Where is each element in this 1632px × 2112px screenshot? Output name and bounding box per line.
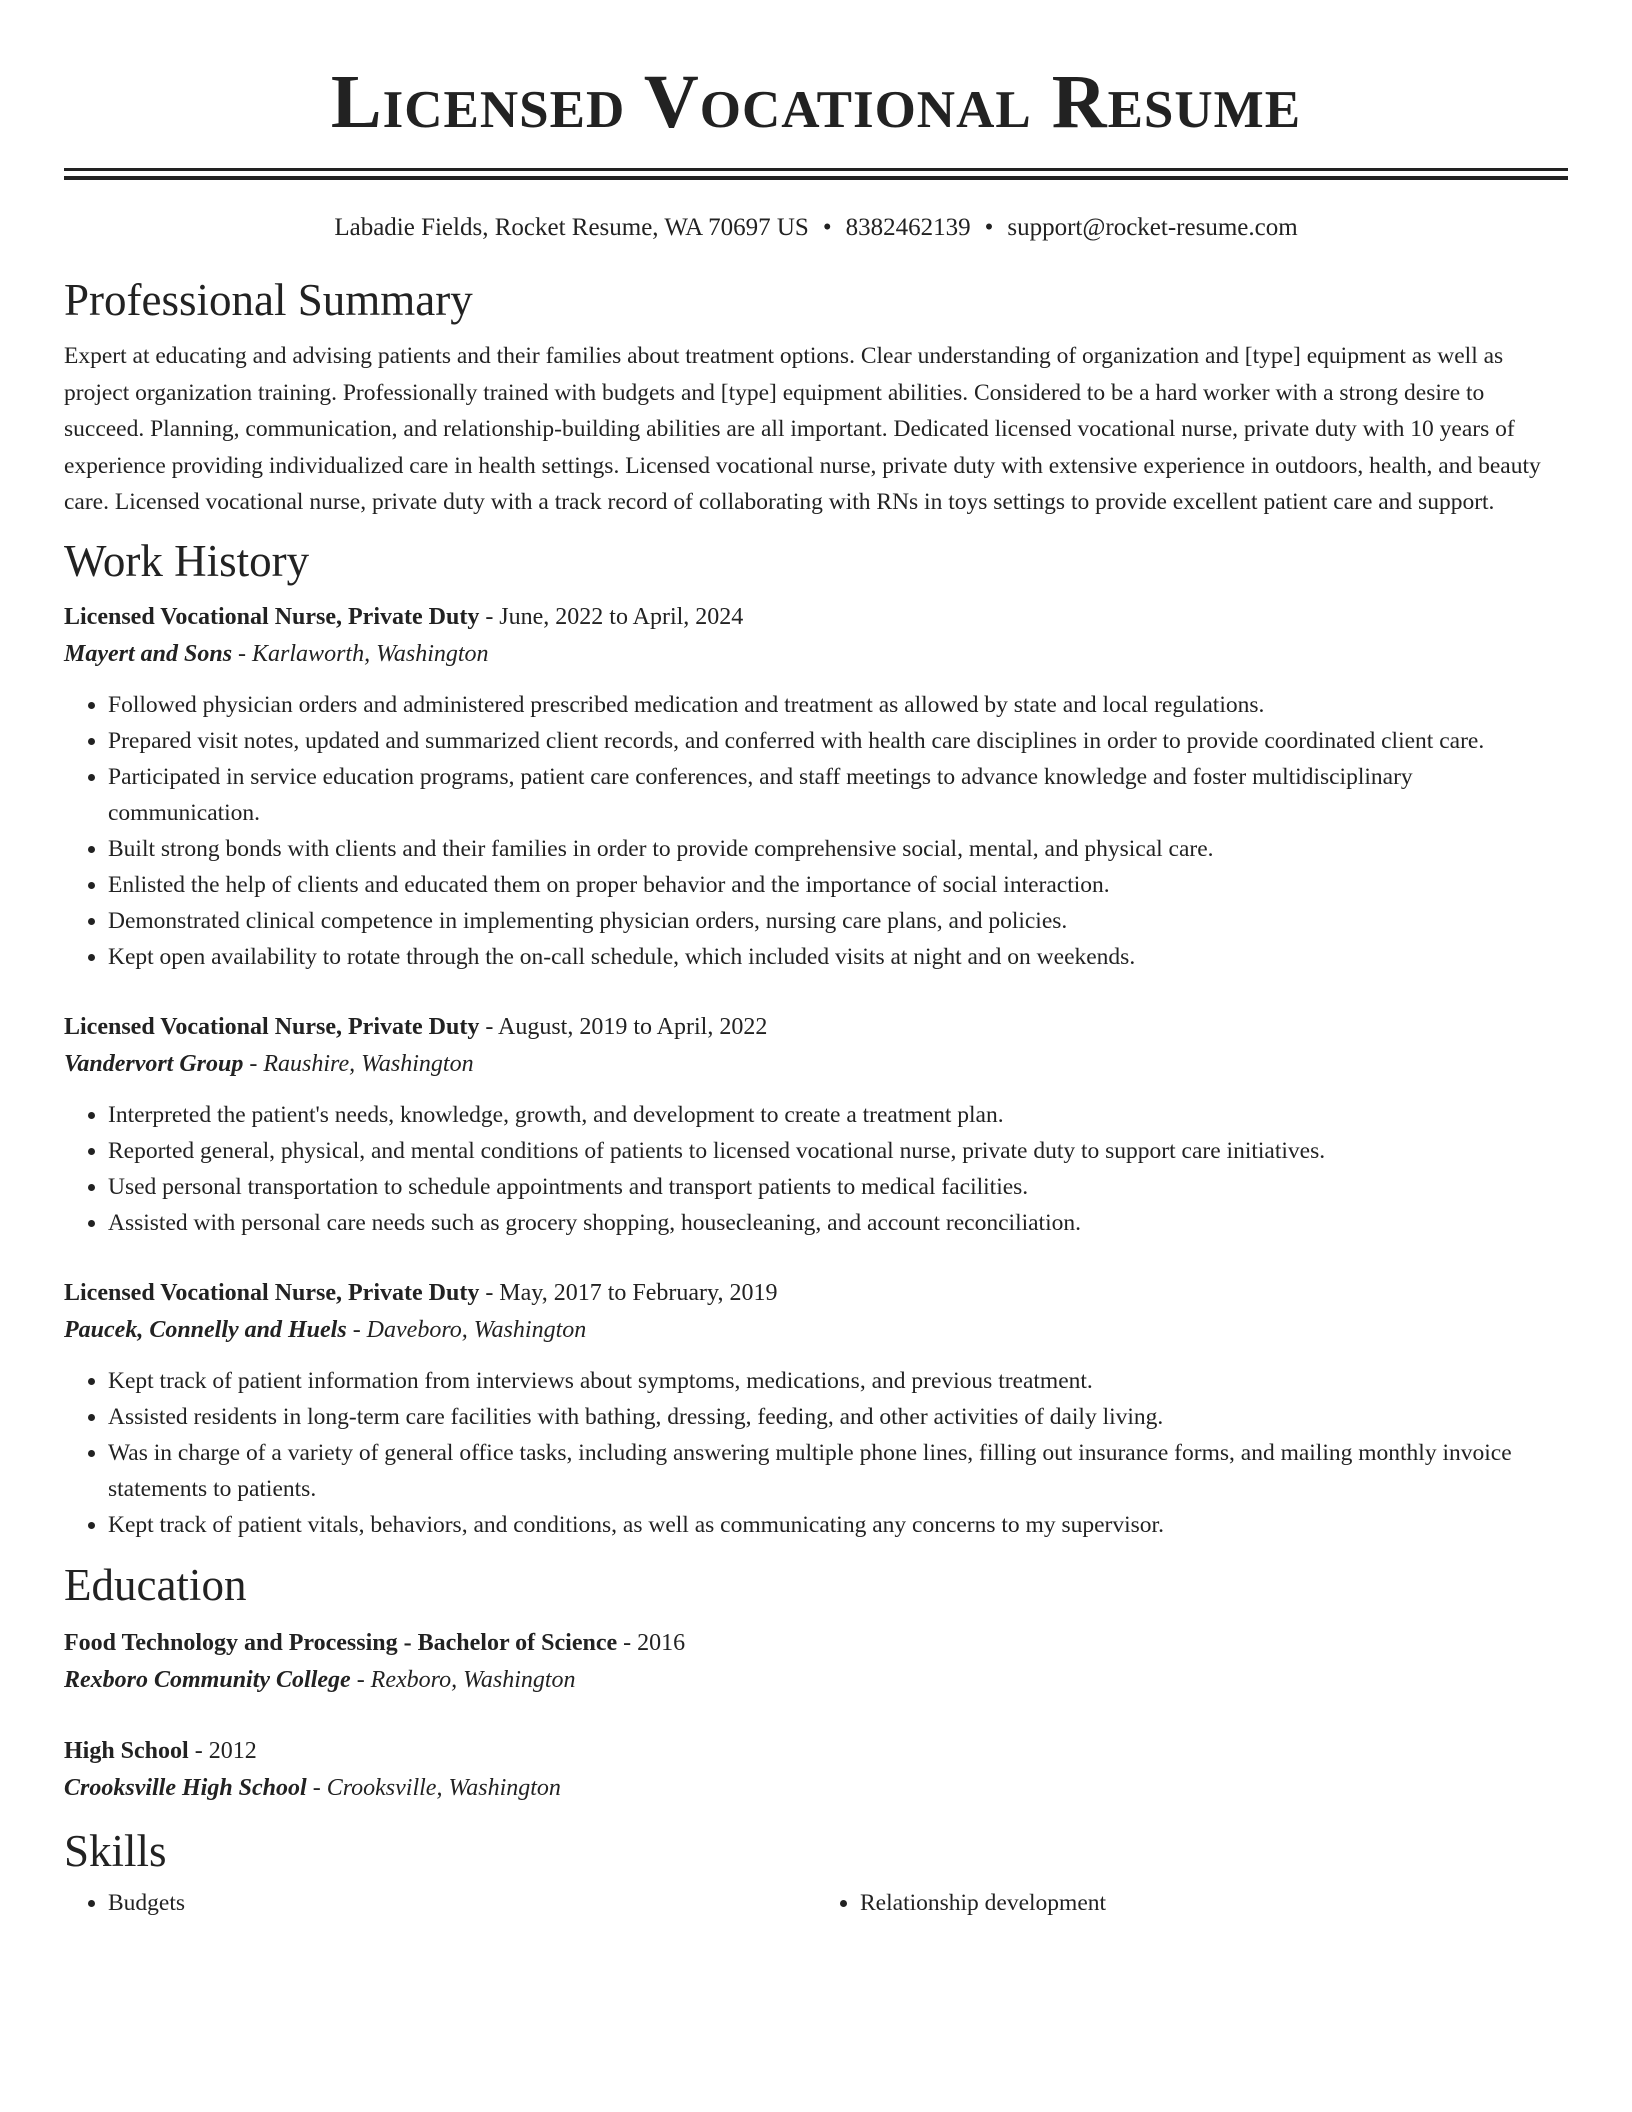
contact-address: Labadie Fields, Rocket Resume, WA 70697 US (334, 214, 809, 241)
education-school-line (64, 1769, 1568, 1807)
contact-email: support@rocket-resume.com (1007, 214, 1298, 241)
job-role: Licensed Vocational Nurse, Private Duty (64, 603, 480, 630)
education-school: Rexboro Community College (64, 1666, 351, 1693)
job-dates: - August, 2019 to April, 2022 (479, 1013, 768, 1040)
job-dates: - May, 2017 to February, 2019 (479, 1279, 778, 1306)
list-item: • Interpreted the patient's needs, knowledge, growth, and development to create a treatment plan. (108, 1097, 1568, 1133)
job-role: Licensed Vocational Nurse, Private Duty (64, 1279, 480, 1306)
list-item: • Kept track of patient vitals, behaviors, and conditions, as well as communicating any concerns to my supervisor. (108, 1507, 1568, 1543)
section-title-summary: Professional Summary (64, 275, 473, 325)
job-bullet-list (64, 687, 1568, 975)
job-company-line (64, 1311, 1568, 1349)
job-company: Vandervort Group (64, 1050, 244, 1077)
education-degree: Food Technology and Processing - Bachelor of Science (64, 1629, 618, 1656)
list-item: • Participated in service education programs, patient care conferences, and staff meetings to advance knowledge and foster multidisciplinary communication. (108, 759, 1568, 831)
skills-list-right (816, 1885, 1568, 1921)
job-company-line (64, 635, 1568, 673)
education-location: - Rexboro, Washington (350, 1666, 576, 1693)
list-item: • Enlisted the help of clients and educated them on proper behavior and the importance of social interaction. (108, 867, 1568, 903)
job-company-line (64, 1045, 1568, 1083)
list-item: • Kept track of patient information from interviews about symptoms, medications, and previous treatment. (108, 1363, 1568, 1399)
list-item: • Kept open availability to rotate through the on-call schedule, which included visits at night and on weekends. (108, 939, 1568, 975)
education-school: Crooksville High School (64, 1774, 307, 1801)
job-bullet-list (64, 1363, 1568, 1543)
resume-title: Licensed Vocational Resume (330, 60, 1302, 144)
education-entry (64, 1733, 1568, 1807)
list-item: • Used personal transportation to schedule appointments and transport patients to medical facilities. (108, 1169, 1568, 1205)
list-item: • Demonstrated clinical competence in implementing physician orders, nursing care plans, and policies. (108, 903, 1568, 939)
job-bullet-list (64, 1097, 1568, 1241)
job-title-line (64, 1275, 1568, 1311)
job-location: - Daveboro, Washington (346, 1316, 587, 1343)
education-degree-line (64, 1733, 1568, 1769)
job-entry (64, 599, 1568, 975)
list-item: • Was in charge of a variety of general office tasks, including answering multiple phone lines, filling out insurance forms, and mailing monthly invoice statements to patients. (108, 1435, 1568, 1507)
job-role: Licensed Vocational Nurse, Private Duty (64, 1013, 480, 1040)
title-double-rule (64, 168, 1568, 180)
education-year: - 2016 (617, 1629, 686, 1656)
job-company: Paucek, Connelly and Huels (64, 1316, 347, 1343)
job-dates: - June, 2022 to April, 2024 (479, 603, 744, 630)
list-item: • Assisted residents in long-term care facilities with bathing, dressing, feeding, and other activities of daily living. (108, 1399, 1568, 1435)
list-item: • Reported general, physical, and mental conditions of patients to licensed vocational nurse, private duty to support care initiatives. (108, 1133, 1568, 1169)
list-item: • Prepared visit notes, updated and summarized client records, and conferred with health care disciplines in order to provide coordinated client care. (108, 723, 1568, 759)
section-title-work-history: Work History (64, 535, 310, 586)
section-title-skills: Skills (64, 1825, 167, 1876)
job-location: - Karlaworth, Washington (232, 640, 489, 667)
education-entry (64, 1625, 1568, 1699)
job-location: - Raushire, Washington (243, 1050, 474, 1077)
education-location: - Crooksville, Washington (306, 1774, 561, 1801)
education-degree-line (64, 1625, 1568, 1661)
job-entry (64, 1275, 1568, 1543)
list-item: • Built strong bonds with clients and their families in order to provide comprehensive social, mental, and physical care. (108, 831, 1568, 867)
contact-separator: • (822, 214, 832, 241)
education-year: - 2012 (188, 1737, 257, 1764)
section-title-education: Education (64, 1559, 247, 1610)
job-entry (64, 1009, 1568, 1241)
list-item: • Followed physician orders and administered prescribed medication and treatment as allowed by state and local regulations. (108, 687, 1568, 723)
skill-item: • Budgets (108, 1885, 816, 1921)
skills-grid (64, 1879, 1568, 1921)
education-degree: High School (64, 1737, 189, 1764)
education-school-line (64, 1661, 1568, 1699)
list-item: • Assisted with personal care needs such as grocery shopping, housecleaning, and account reconciliation. (108, 1205, 1568, 1241)
summary-text: Expert at educating and advising patients and their families about treatment options. Clear understanding of organization and [type] equipment as well as project organization training. Professionally trained with budgets and [type] equipment abilities. Considered to be a hard worker with a strong desire to succeed. Planning, communication, and relationship-building abilities are all important. Dedicated licensed vocational nurse, private duty with 10 years of experience providing individualized care in health settings. Licensed vocational nurse, private duty with extensive experience in outdoors, health, and beauty care. Licensed vocational nurse, private duty with a track record of collaborating with RNs in toys settings to provide excellent patient care and support. (64, 343, 1541, 515)
skills-list-left (64, 1885, 816, 1921)
skill-item: • Relationship development (860, 1885, 1568, 1921)
contact-line (64, 212, 1568, 244)
job-company: Mayert and Sons (64, 640, 233, 667)
job-title-line (64, 1009, 1568, 1045)
contact-phone: 8382462139 (845, 214, 971, 241)
contact-separator: • (984, 214, 994, 241)
job-title-line (64, 599, 1568, 635)
